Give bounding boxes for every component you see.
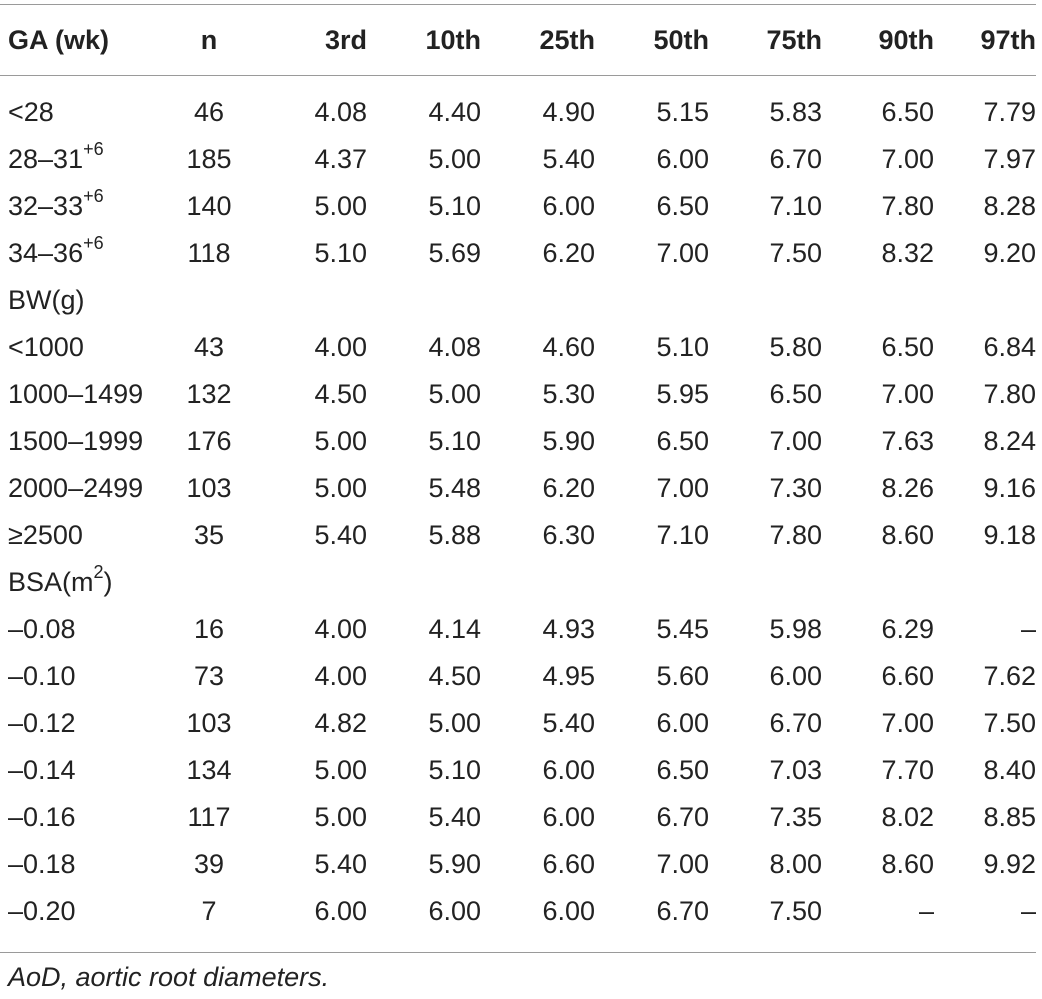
row-label — [0, 700, 165, 747]
row-label-text: –0.14 — [8, 755, 76, 785]
count-cell: 185 — [186, 144, 232, 174]
column-header: 75th — [766, 24, 822, 55]
row-label-superscript: +6 — [83, 233, 104, 253]
percentile-cell: – — [1020, 896, 1036, 926]
percentile-cell: 7.30 — [769, 473, 822, 503]
row-label-text: 34–36 — [8, 238, 84, 268]
table-row — [0, 747, 1036, 794]
percentile-cell: 8.24 — [983, 426, 1036, 456]
percentile-cell: 7.00 — [656, 238, 709, 268]
percentile-cell: 5.88 — [428, 520, 481, 550]
row-label-text: BSA(m — [8, 567, 94, 597]
empty-cell — [367, 277, 481, 324]
percentile-cell: 7.80 — [769, 520, 822, 550]
percentile-cell: 5.45 — [656, 614, 709, 644]
percentile-table — [0, 5, 1036, 935]
percentile-cell: 6.00 — [314, 896, 367, 926]
count-cell: 39 — [193, 849, 225, 879]
percentile-cell: 5.40 — [314, 520, 367, 550]
row-label-text: 32–33 — [8, 191, 84, 221]
percentile-cell: 7.80 — [983, 379, 1036, 409]
percentile-cell: 7.50 — [769, 238, 822, 268]
empty-cell — [165, 559, 253, 606]
count-cell: 117 — [187, 802, 231, 832]
percentile-cell: 4.90 — [542, 97, 595, 127]
percentile-cell: 8.00 — [769, 849, 822, 879]
percentile-cell: 4.40 — [428, 97, 481, 127]
row-label — [0, 183, 165, 230]
percentile-cell: 6.50 — [656, 191, 709, 221]
row-label-text: <1000 — [8, 332, 84, 362]
percentile-cell: 5.10 — [428, 191, 481, 221]
row-label-superscript: +6 — [83, 139, 104, 159]
percentile-cell: 7.00 — [656, 473, 709, 503]
table-footnote: AoD, aortic root diameters. — [8, 962, 330, 992]
percentile-cell: 9.20 — [983, 238, 1036, 268]
percentile-cell: 6.00 — [656, 708, 709, 738]
empty-cell — [253, 559, 367, 606]
count-cell: 46 — [193, 97, 225, 127]
percentile-cell: 9.92 — [983, 849, 1036, 879]
row-label-text: ≥2500 — [8, 520, 83, 550]
row-label — [0, 371, 165, 418]
percentile-cell: 6.70 — [656, 802, 709, 832]
percentile-cell: 5.48 — [428, 473, 481, 503]
percentile-cell: 4.08 — [428, 332, 481, 362]
row-label — [0, 324, 165, 371]
percentile-cell: 5.10 — [314, 238, 367, 268]
percentile-cell: 5.10 — [428, 755, 481, 785]
percentile-cell: 6.84 — [983, 332, 1036, 362]
percentile-cell: 4.00 — [314, 614, 367, 644]
percentile-cell: 8.40 — [983, 755, 1036, 785]
percentile-cell: 7.10 — [656, 520, 709, 550]
column-header: 3rd — [324, 24, 367, 55]
empty-cell — [709, 559, 822, 606]
row-label-text: –0.12 — [8, 708, 76, 738]
percentile-cell: 6.50 — [656, 755, 709, 785]
table-row — [0, 653, 1036, 700]
empty-cell — [822, 559, 934, 606]
empty-cell — [367, 559, 481, 606]
percentile-cell: 7.62 — [983, 661, 1036, 691]
percentile-cell: 8.26 — [881, 473, 934, 503]
percentile-cell: 5.00 — [314, 755, 367, 785]
column-header: 90th — [878, 24, 934, 55]
table-row — [0, 465, 1036, 512]
percentile-cell: 4.82 — [314, 708, 367, 738]
percentile-cell: 6.20 — [542, 473, 595, 503]
percentile-cell: 5.00 — [428, 708, 481, 738]
percentile-cell: 5.40 — [542, 144, 595, 174]
row-label-text: BW(g) — [8, 285, 85, 315]
percentile-cell: 7.03 — [769, 755, 822, 785]
percentile-cell: 6.00 — [769, 661, 822, 691]
column-header: 97th — [980, 24, 1036, 55]
percentile-cell: 6.70 — [769, 144, 822, 174]
count-cell: 140 — [186, 191, 232, 221]
percentile-cell: 7.50 — [769, 896, 822, 926]
row-label — [0, 465, 165, 512]
table-header-row — [0, 5, 1036, 75]
percentile-cell: 6.00 — [542, 191, 595, 221]
percentile-cell: 7.79 — [983, 97, 1036, 127]
percentile-cell: 5.00 — [314, 473, 367, 503]
table-row — [0, 371, 1036, 418]
percentile-cell: 6.70 — [769, 708, 822, 738]
table-row — [0, 888, 1036, 935]
percentile-cell: 6.60 — [881, 661, 934, 691]
percentile-cell: 6.50 — [881, 97, 934, 127]
column-header: 50th — [653, 24, 709, 55]
percentile-cell: 5.83 — [769, 97, 822, 127]
count-cell: 73 — [193, 661, 225, 691]
percentile-cell: 7.00 — [881, 144, 934, 174]
empty-cell — [934, 559, 1036, 606]
percentile-cell: 5.10 — [428, 426, 481, 456]
percentile-cell: 5.40 — [542, 708, 595, 738]
row-label — [0, 888, 165, 935]
row-label — [0, 512, 165, 559]
section-label — [0, 277, 165, 324]
percentile-cell: 5.98 — [769, 614, 822, 644]
percentile-cell: 5.95 — [656, 379, 709, 409]
row-label-superscript: +6 — [83, 186, 104, 206]
row-label — [0, 841, 165, 888]
percentile-cell: 7.50 — [983, 708, 1036, 738]
row-label — [0, 230, 165, 277]
section-label — [0, 559, 165, 606]
table-row — [0, 606, 1036, 653]
percentile-cell: 4.00 — [314, 661, 367, 691]
percentile-cell: 4.00 — [314, 332, 367, 362]
percentile-cell: 5.00 — [314, 191, 367, 221]
empty-cell — [481, 559, 595, 606]
percentile-cell: 5.10 — [656, 332, 709, 362]
count-cell: 7 — [201, 896, 217, 926]
percentile-cell: 7.00 — [881, 708, 934, 738]
table-section-row — [0, 559, 1036, 606]
percentile-cell: 6.30 — [542, 520, 595, 550]
empty-cell — [822, 277, 934, 324]
percentile-cell: 9.18 — [983, 520, 1036, 550]
row-label — [0, 794, 165, 841]
percentile-cell: 8.28 — [983, 191, 1036, 221]
percentile-cell: 7.80 — [881, 191, 934, 221]
count-cell: 118 — [187, 238, 231, 268]
row-label-text: 28–31 — [8, 144, 84, 174]
row-label-text: –0.08 — [8, 614, 76, 644]
percentile-cell: 4.14 — [428, 614, 481, 644]
count-cell: 16 — [193, 614, 225, 644]
percentile-cell: 8.32 — [881, 238, 934, 268]
percentile-cell: 6.00 — [542, 896, 595, 926]
percentile-cell: 9.16 — [983, 473, 1036, 503]
percentile-cell: 7.10 — [769, 191, 822, 221]
table-row — [0, 841, 1036, 888]
percentile-cell: – — [918, 896, 934, 926]
percentile-cell: 7.00 — [656, 849, 709, 879]
empty-cell — [165, 277, 253, 324]
table-row — [0, 75, 1036, 136]
percentile-cell: 5.00 — [428, 144, 481, 174]
table-row — [0, 230, 1036, 277]
count-cell: 134 — [186, 755, 232, 785]
percentile-cell: 5.00 — [314, 802, 367, 832]
percentile-cell: 6.50 — [881, 332, 934, 362]
percentile-cell: 4.93 — [542, 614, 595, 644]
row-label-text: –0.16 — [8, 802, 76, 832]
percentile-cell: 7.63 — [881, 426, 934, 456]
percentile-cell: 6.70 — [656, 896, 709, 926]
empty-cell — [253, 277, 367, 324]
row-label-suffix: ) — [103, 567, 113, 597]
percentile-cell: 6.00 — [428, 896, 481, 926]
row-label-text: –0.18 — [8, 849, 76, 879]
percentile-cell: 5.60 — [656, 661, 709, 691]
percentile-cell: 4.37 — [314, 144, 367, 174]
count-cell: 103 — [186, 473, 232, 503]
percentile-cell: 7.00 — [881, 379, 934, 409]
row-label-text: –0.10 — [8, 661, 76, 691]
percentile-cell: 6.50 — [769, 379, 822, 409]
row-label-text: <28 — [8, 97, 54, 127]
row-label — [0, 606, 165, 653]
table-row — [0, 136, 1036, 183]
percentile-cell: – — [1020, 614, 1036, 644]
count-cell: 43 — [193, 332, 225, 362]
table-section-row — [0, 277, 1036, 324]
row-label-text: 1000–1499 — [8, 379, 144, 409]
percentile-cell: 6.50 — [656, 426, 709, 456]
percentile-cell: 6.60 — [542, 849, 595, 879]
column-header: n — [200, 24, 218, 55]
percentile-cell: 6.29 — [881, 614, 934, 644]
empty-cell — [709, 277, 822, 324]
empty-cell — [481, 277, 595, 324]
table-row — [0, 418, 1036, 465]
percentile-cell: 7.70 — [881, 755, 934, 785]
count-cell: 103 — [186, 708, 232, 738]
empty-cell — [595, 559, 709, 606]
percentile-cell: 5.00 — [428, 379, 481, 409]
table-body — [0, 75, 1036, 935]
percentile-cell: 4.50 — [428, 661, 481, 691]
column-header: 25th — [539, 24, 595, 55]
table-row — [0, 512, 1036, 559]
percentile-cell: 5.30 — [542, 379, 595, 409]
row-label — [0, 653, 165, 700]
percentile-cell: 7.00 — [769, 426, 822, 456]
percentile-cell: 6.00 — [542, 802, 595, 832]
percentile-cell: 4.95 — [542, 661, 595, 691]
table-row — [0, 794, 1036, 841]
percentile-cell: 6.00 — [656, 144, 709, 174]
percentile-cell: 4.50 — [314, 379, 367, 409]
count-cell: 35 — [193, 520, 225, 550]
percentile-cell: 4.60 — [542, 332, 595, 362]
percentile-cell: 8.02 — [881, 802, 934, 832]
percentile-cell: 6.00 — [542, 755, 595, 785]
row-label — [0, 418, 165, 465]
percentile-cell: 5.90 — [428, 849, 481, 879]
percentile-cell: 5.15 — [656, 97, 709, 127]
row-label-text: 1500–1999 — [8, 426, 144, 456]
percentile-cell: 5.40 — [314, 849, 367, 879]
count-cell: 132 — [186, 379, 232, 409]
percentile-cell: 4.08 — [314, 97, 367, 127]
percentile-cell: 6.20 — [542, 238, 595, 268]
row-label-text: 2000–2499 — [8, 473, 144, 503]
percentile-cell: 5.40 — [428, 802, 481, 832]
row-label — [0, 136, 165, 183]
percentile-cell: 8.60 — [881, 849, 934, 879]
column-header: 10th — [425, 24, 481, 55]
table-bottom-rule — [0, 952, 1036, 953]
row-label-text: –0.20 — [8, 896, 76, 926]
percentile-cell: 5.00 — [314, 426, 367, 456]
count-cell: 176 — [186, 426, 232, 456]
row-label-superscript: 2 — [93, 562, 104, 582]
empty-cell — [595, 277, 709, 324]
empty-cell — [934, 277, 1036, 324]
percentile-cell: 7.97 — [983, 144, 1036, 174]
row-label — [0, 75, 165, 136]
table-row — [0, 700, 1036, 747]
table-row — [0, 324, 1036, 371]
percentile-cell: 5.80 — [769, 332, 822, 362]
percentile-cell: 7.35 — [769, 802, 822, 832]
column-header: GA (wk) — [8, 24, 109, 55]
table-row — [0, 183, 1036, 230]
percentile-cell: 5.90 — [542, 426, 595, 456]
percentile-cell: 8.85 — [983, 802, 1036, 832]
percentile-cell: 5.69 — [428, 238, 481, 268]
percentile-cell: 8.60 — [881, 520, 934, 550]
row-label — [0, 747, 165, 794]
